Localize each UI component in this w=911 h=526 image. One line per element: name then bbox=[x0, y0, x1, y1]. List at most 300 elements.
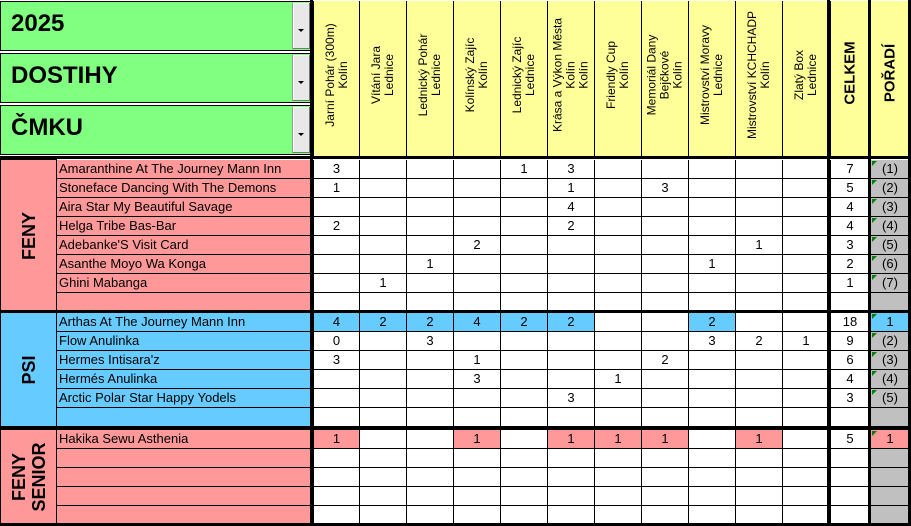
race-header-name: Zlatý Box bbox=[792, 49, 806, 101]
score-cell[interactable]: 1 bbox=[736, 236, 783, 255]
score-cell[interactable] bbox=[736, 198, 783, 217]
score-cell[interactable] bbox=[501, 370, 548, 389]
score-cell[interactable] bbox=[642, 449, 689, 468]
race-column-header bbox=[407, 1, 454, 158]
score-cell[interactable] bbox=[595, 255, 642, 274]
total-cell[interactable]: 5 bbox=[830, 179, 870, 198]
rank-cell[interactable]: 1 bbox=[870, 430, 910, 449]
score-cell[interactable] bbox=[736, 255, 783, 274]
total-column-header-label: CELKEM bbox=[841, 41, 859, 105]
score-cell[interactable]: 3 bbox=[313, 160, 360, 179]
score-cell[interactable] bbox=[689, 160, 736, 179]
score-cell[interactable] bbox=[642, 236, 689, 255]
score-cell[interactable] bbox=[736, 179, 783, 198]
score-cell[interactable] bbox=[548, 255, 595, 274]
race-header-name: Lednický Zajíc bbox=[510, 36, 524, 114]
score-cell[interactable]: 1 bbox=[689, 255, 736, 274]
col-divider-rank bbox=[868, 0, 871, 526]
score-cell[interactable]: 3 bbox=[548, 389, 595, 408]
dog-name-cell[interactable]: Ghini Mabanga bbox=[57, 274, 313, 293]
score-cell[interactable] bbox=[360, 255, 407, 274]
total-cell[interactable] bbox=[830, 449, 870, 468]
score-cell[interactable] bbox=[360, 408, 407, 427]
score-cell[interactable] bbox=[454, 408, 501, 427]
score-cell[interactable] bbox=[360, 160, 407, 179]
race-header-name: Mistrovství KCHCHADP bbox=[745, 10, 759, 140]
race-header-place: Lednice bbox=[523, 53, 537, 97]
score-cell[interactable] bbox=[783, 389, 830, 408]
rank-cell[interactable] bbox=[870, 408, 910, 427]
score-cell[interactable] bbox=[548, 468, 595, 487]
score-cell[interactable]: 3 bbox=[407, 332, 454, 351]
score-cell[interactable] bbox=[595, 487, 642, 506]
score-cell[interactable] bbox=[360, 179, 407, 198]
score-cell[interactable] bbox=[783, 255, 830, 274]
score-cell[interactable]: 1 bbox=[595, 370, 642, 389]
score-cell[interactable]: 3 bbox=[454, 370, 501, 389]
total-cell[interactable] bbox=[830, 468, 870, 487]
dog-name-cell[interactable]: Asanthe Moyo Wa Konga bbox=[57, 255, 313, 274]
score-cell[interactable]: 1 bbox=[407, 255, 454, 274]
rank-cell[interactable]: (6) bbox=[870, 255, 910, 274]
score-cell[interactable] bbox=[736, 160, 783, 179]
dog-name-cell[interactable]: Arctic Polar Star Happy Yodels bbox=[57, 389, 313, 408]
filter-select-3[interactable] bbox=[0, 105, 312, 155]
score-cell[interactable] bbox=[689, 389, 736, 408]
score-cell[interactable]: 3 bbox=[548, 160, 595, 179]
total-cell[interactable]: 18 bbox=[830, 313, 870, 332]
score-cell[interactable] bbox=[689, 370, 736, 389]
race-header-name: Jarní Pohár (300m) bbox=[322, 23, 337, 127]
score-cell[interactable] bbox=[313, 389, 360, 408]
score-cell[interactable] bbox=[783, 217, 830, 236]
score-cell[interactable] bbox=[642, 408, 689, 427]
score-cell[interactable] bbox=[454, 198, 501, 217]
score-cell[interactable] bbox=[595, 198, 642, 217]
score-cell[interactable] bbox=[642, 332, 689, 351]
dropdown-arrow-icon[interactable] bbox=[292, 107, 310, 153]
score-cell[interactable] bbox=[360, 449, 407, 468]
score-cell[interactable] bbox=[360, 217, 407, 236]
score-cell[interactable] bbox=[595, 408, 642, 427]
score-cell[interactable] bbox=[360, 468, 407, 487]
race-header-name2: Bejčkové bbox=[657, 50, 672, 100]
col-divider-total bbox=[827, 0, 830, 526]
total-cell[interactable]: 3 bbox=[830, 236, 870, 255]
score-cell[interactable]: 1 bbox=[313, 179, 360, 198]
rank-cell[interactable]: (3) bbox=[870, 198, 910, 217]
score-cell[interactable] bbox=[783, 370, 830, 389]
score-cell[interactable] bbox=[783, 198, 830, 217]
score-cell[interactable] bbox=[501, 351, 548, 370]
dog-name-cell[interactable]: Amaranthine At The Journey Mann Inn bbox=[57, 160, 313, 179]
score-cell[interactable] bbox=[313, 274, 360, 293]
race-header-place: Kolín bbox=[476, 61, 490, 89]
score-cell[interactable] bbox=[689, 449, 736, 468]
race-header-place2: Kolín bbox=[576, 61, 591, 89]
score-cell[interactable] bbox=[454, 255, 501, 274]
score-cell[interactable]: 3 bbox=[689, 332, 736, 351]
rank-cell[interactable] bbox=[870, 449, 910, 468]
score-cell[interactable] bbox=[407, 487, 454, 506]
race-column-header bbox=[595, 1, 642, 158]
score-cell[interactable]: 3 bbox=[313, 351, 360, 370]
score-cell[interactable] bbox=[736, 351, 783, 370]
header-divider bbox=[0, 156, 911, 159]
score-cell[interactable]: 1 bbox=[595, 430, 642, 449]
score-cell[interactable] bbox=[501, 468, 548, 487]
score-cell[interactable] bbox=[548, 449, 595, 468]
score-cell[interactable] bbox=[501, 236, 548, 255]
race-header-place: Kolín bbox=[617, 61, 631, 89]
score-cell[interactable] bbox=[689, 179, 736, 198]
score-cell[interactable] bbox=[360, 487, 407, 506]
dog-name-cell[interactable]: Hermes Intisara'z bbox=[57, 351, 313, 370]
race-column-header bbox=[501, 1, 548, 158]
race-header-place: Kolín bbox=[758, 61, 772, 89]
score-cell[interactable] bbox=[501, 389, 548, 408]
error-indicator-icon bbox=[872, 314, 877, 319]
score-cell[interactable]: 1 bbox=[501, 160, 548, 179]
group-label-3 bbox=[0, 429, 57, 524]
score-cell[interactable] bbox=[501, 487, 548, 506]
score-cell[interactable] bbox=[689, 408, 736, 427]
score-cell[interactable]: 1 bbox=[548, 179, 595, 198]
score-cell[interactable]: 1 bbox=[548, 430, 595, 449]
score-cell[interactable] bbox=[313, 236, 360, 255]
score-cell[interactable] bbox=[407, 449, 454, 468]
score-cell[interactable] bbox=[595, 179, 642, 198]
score-cell[interactable] bbox=[407, 236, 454, 255]
score-cell[interactable] bbox=[595, 351, 642, 370]
race-column-header bbox=[689, 1, 736, 158]
score-cell[interactable] bbox=[642, 160, 689, 179]
score-cell[interactable] bbox=[548, 408, 595, 427]
score-cell[interactable] bbox=[501, 332, 548, 351]
score-cell[interactable] bbox=[360, 198, 407, 217]
dropdown-arrow-icon[interactable] bbox=[292, 3, 310, 49]
group-label-2 bbox=[0, 312, 57, 427]
score-cell[interactable] bbox=[736, 389, 783, 408]
score-cell[interactable] bbox=[689, 236, 736, 255]
score-cell[interactable] bbox=[454, 217, 501, 236]
group-title: PSI bbox=[18, 354, 39, 385]
score-cell[interactable] bbox=[736, 408, 783, 427]
rank-column-header-label: POŘADÍ bbox=[881, 43, 899, 103]
score-cell[interactable]: 2 bbox=[689, 313, 736, 332]
score-cell[interactable] bbox=[407, 389, 454, 408]
total-cell[interactable]: 5 bbox=[830, 430, 870, 449]
score-cell[interactable] bbox=[501, 198, 548, 217]
group-subtitle: SENIOR bbox=[28, 441, 49, 512]
score-cell[interactable] bbox=[689, 487, 736, 506]
dog-name-cell[interactable]: Adebanke'S Visit Card bbox=[57, 236, 313, 255]
score-cell[interactable] bbox=[360, 236, 407, 255]
score-cell[interactable] bbox=[642, 389, 689, 408]
race-column-header bbox=[736, 1, 783, 158]
score-cell[interactable]: 0 bbox=[313, 332, 360, 351]
dog-name-cell[interactable] bbox=[57, 468, 313, 487]
score-cell[interactable]: 2 bbox=[548, 313, 595, 332]
score-cell[interactable] bbox=[407, 160, 454, 179]
score-cell[interactable] bbox=[783, 408, 830, 427]
score-cell[interactable]: 4 bbox=[313, 313, 360, 332]
score-cell[interactable] bbox=[689, 468, 736, 487]
dog-name-cell[interactable]: Hakika Sewu Asthenia bbox=[57, 430, 313, 449]
score-cell[interactable] bbox=[407, 408, 454, 427]
score-cell[interactable]: 1 bbox=[454, 430, 501, 449]
score-cell[interactable] bbox=[642, 468, 689, 487]
error-indicator-icon bbox=[872, 390, 877, 395]
error-indicator-icon bbox=[872, 333, 877, 338]
race-header-name: Krása a Výkon Města bbox=[550, 17, 565, 133]
score-cell[interactable] bbox=[501, 179, 548, 198]
score-cell[interactable] bbox=[407, 430, 454, 449]
race-header-name: Mistrovství Moravy bbox=[698, 24, 712, 126]
score-cell[interactable] bbox=[360, 430, 407, 449]
race-column-header bbox=[548, 1, 595, 158]
score-cell[interactable] bbox=[783, 430, 830, 449]
race-header-place: Kolín bbox=[335, 61, 350, 89]
score-cell[interactable] bbox=[736, 274, 783, 293]
rank-cell[interactable]: (2) bbox=[870, 179, 910, 198]
score-cell[interactable] bbox=[407, 217, 454, 236]
score-cell[interactable] bbox=[360, 332, 407, 351]
score-cell[interactable] bbox=[595, 468, 642, 487]
rank-cell[interactable]: (3) bbox=[870, 351, 910, 370]
score-cell[interactable]: 2 bbox=[501, 313, 548, 332]
race-header-name: Lednický Pohár bbox=[416, 33, 430, 117]
score-cell[interactable] bbox=[313, 255, 360, 274]
race-header-place: Lednice bbox=[711, 53, 725, 97]
score-cell[interactable] bbox=[642, 370, 689, 389]
score-cell[interactable] bbox=[360, 370, 407, 389]
score-cell[interactable]: 1 bbox=[454, 351, 501, 370]
rank-cell[interactable]: (4) bbox=[870, 370, 910, 389]
score-cell[interactable] bbox=[642, 217, 689, 236]
score-cell[interactable] bbox=[313, 449, 360, 468]
total-cell[interactable]: 3 bbox=[830, 389, 870, 408]
race-header-place: Lednice bbox=[382, 53, 396, 97]
score-cell[interactable]: 1 bbox=[783, 332, 830, 351]
score-cell[interactable]: 4 bbox=[548, 198, 595, 217]
rank-cell[interactable]: (4) bbox=[870, 217, 910, 236]
score-cell[interactable] bbox=[548, 236, 595, 255]
score-cell[interactable] bbox=[313, 198, 360, 217]
total-cell[interactable]: 4 bbox=[830, 198, 870, 217]
rank-cell[interactable]: (2) bbox=[870, 332, 910, 351]
dog-name-cell[interactable] bbox=[57, 449, 313, 468]
score-cell[interactable]: 2 bbox=[454, 236, 501, 255]
dog-name-cell[interactable] bbox=[57, 408, 313, 427]
group-divider bbox=[0, 427, 911, 430]
race-header-place: Kolín bbox=[670, 61, 685, 89]
error-indicator-icon bbox=[872, 218, 877, 223]
score-cell[interactable] bbox=[407, 198, 454, 217]
score-cell[interactable] bbox=[501, 274, 548, 293]
score-cell[interactable]: 1 bbox=[736, 430, 783, 449]
score-cell[interactable] bbox=[501, 408, 548, 427]
dog-name-cell[interactable]: Arthas At The Journey Mann Inn bbox=[57, 313, 313, 332]
score-cell[interactable] bbox=[783, 313, 830, 332]
rank-cell[interactable]: (5) bbox=[870, 389, 910, 408]
score-cell[interactable] bbox=[501, 430, 548, 449]
score-cell[interactable]: 2 bbox=[642, 351, 689, 370]
race-column-header bbox=[454, 1, 501, 158]
score-cell[interactable] bbox=[360, 351, 407, 370]
total-cell[interactable]: 4 bbox=[830, 217, 870, 236]
total-cell[interactable]: 7 bbox=[830, 160, 870, 179]
rank-cell[interactable]: (7) bbox=[870, 274, 910, 293]
score-cell[interactable]: 1 bbox=[313, 430, 360, 449]
score-cell[interactable]: 3 bbox=[642, 179, 689, 198]
error-indicator-icon bbox=[872, 256, 877, 261]
score-cell[interactable] bbox=[642, 198, 689, 217]
score-cell[interactable]: 1 bbox=[360, 274, 407, 293]
score-cell[interactable] bbox=[548, 351, 595, 370]
score-cell[interactable] bbox=[454, 449, 501, 468]
score-cell[interactable] bbox=[454, 389, 501, 408]
score-cell[interactable] bbox=[642, 487, 689, 506]
score-cell[interactable] bbox=[595, 236, 642, 255]
score-cell[interactable] bbox=[313, 468, 360, 487]
score-cell[interactable] bbox=[783, 236, 830, 255]
score-cell[interactable] bbox=[595, 332, 642, 351]
dog-name-cell[interactable]: Helga Tribe Bas-Bar bbox=[57, 217, 313, 236]
score-cell[interactable] bbox=[407, 274, 454, 293]
score-cell[interactable] bbox=[501, 255, 548, 274]
score-cell[interactable] bbox=[407, 468, 454, 487]
score-cell[interactable] bbox=[783, 160, 830, 179]
rank-cell[interactable]: (1) bbox=[870, 160, 910, 179]
dog-name-cell[interactable]: Hermés Anulinka bbox=[57, 370, 313, 389]
score-cell[interactable] bbox=[689, 430, 736, 449]
total-cell[interactable] bbox=[830, 487, 870, 506]
dropdown-arrow-icon[interactable] bbox=[292, 55, 310, 101]
filter-select-value: 2025 bbox=[11, 10, 65, 37]
score-cell[interactable] bbox=[736, 449, 783, 468]
group-label-1 bbox=[0, 159, 57, 312]
race-header-name: Kolínský Zajíc bbox=[463, 37, 477, 113]
score-cell[interactable] bbox=[407, 179, 454, 198]
dog-name-cell[interactable]: Stoneface Dancing With The Demons bbox=[57, 179, 313, 198]
total-column-header bbox=[830, 1, 870, 158]
score-cell[interactable] bbox=[783, 274, 830, 293]
error-indicator-icon bbox=[872, 161, 877, 166]
score-cell[interactable] bbox=[313, 370, 360, 389]
total-cell[interactable]: 1 bbox=[830, 274, 870, 293]
score-cell[interactable] bbox=[689, 217, 736, 236]
total-cell[interactable]: 6 bbox=[830, 351, 870, 370]
score-cell[interactable] bbox=[783, 449, 830, 468]
score-cell[interactable] bbox=[407, 351, 454, 370]
race-header-name: Vítání Jara bbox=[369, 45, 383, 105]
score-cell[interactable] bbox=[642, 274, 689, 293]
score-cell[interactable] bbox=[548, 370, 595, 389]
score-cell[interactable] bbox=[454, 160, 501, 179]
score-cell[interactable] bbox=[689, 274, 736, 293]
score-cell[interactable] bbox=[642, 313, 689, 332]
score-cell[interactable] bbox=[736, 487, 783, 506]
rank-cell[interactable]: 1 bbox=[870, 313, 910, 332]
score-cell[interactable] bbox=[783, 487, 830, 506]
score-cell[interactable]: 2 bbox=[313, 217, 360, 236]
filter-select-2[interactable] bbox=[0, 53, 312, 103]
rank-cell[interactable] bbox=[870, 468, 910, 487]
total-cell[interactable]: 4 bbox=[830, 370, 870, 389]
score-cell[interactable] bbox=[783, 351, 830, 370]
score-cell[interactable] bbox=[548, 487, 595, 506]
score-cell[interactable] bbox=[783, 468, 830, 487]
score-cell[interactable]: 2 bbox=[360, 313, 407, 332]
score-cell[interactable] bbox=[595, 274, 642, 293]
total-cell[interactable]: 2 bbox=[830, 255, 870, 274]
score-cell[interactable]: 2 bbox=[407, 313, 454, 332]
total-cell[interactable]: 9 bbox=[830, 332, 870, 351]
filter-select-value: DOSTIHY bbox=[11, 62, 118, 89]
race-header-place: Kolín bbox=[563, 61, 578, 89]
score-cell[interactable] bbox=[501, 449, 548, 468]
score-cell[interactable]: 2 bbox=[548, 217, 595, 236]
score-cell[interactable] bbox=[454, 179, 501, 198]
filter-select-value: ČMKU bbox=[11, 114, 83, 141]
error-indicator-icon bbox=[872, 431, 877, 436]
race-header-place: Lednice bbox=[429, 53, 443, 97]
dog-name-cell[interactable]: Flow Anulinka bbox=[57, 332, 313, 351]
score-cell[interactable]: 4 bbox=[454, 313, 501, 332]
score-cell[interactable] bbox=[595, 160, 642, 179]
score-cell[interactable] bbox=[595, 217, 642, 236]
score-cell[interactable] bbox=[642, 255, 689, 274]
dog-name-cell[interactable] bbox=[57, 487, 313, 506]
dog-name-cell[interactable]: Aira Star My Beautiful Savage bbox=[57, 198, 313, 217]
score-cell[interactable]: 1 bbox=[642, 430, 689, 449]
score-cell[interactable] bbox=[595, 313, 642, 332]
score-cell[interactable] bbox=[736, 313, 783, 332]
race-header-place: Lednice bbox=[805, 53, 819, 97]
score-cell[interactable] bbox=[595, 449, 642, 468]
total-cell[interactable] bbox=[830, 408, 870, 427]
score-cell[interactable] bbox=[407, 370, 454, 389]
score-cell[interactable] bbox=[454, 274, 501, 293]
score-cell[interactable] bbox=[360, 389, 407, 408]
group-title: FENY bbox=[18, 211, 39, 260]
score-cell[interactable] bbox=[736, 468, 783, 487]
score-cell[interactable] bbox=[454, 468, 501, 487]
score-cell[interactable] bbox=[454, 332, 501, 351]
score-cell[interactable] bbox=[548, 274, 595, 293]
score-cell[interactable] bbox=[736, 217, 783, 236]
score-cell[interactable] bbox=[783, 179, 830, 198]
score-cell[interactable] bbox=[313, 487, 360, 506]
score-cell[interactable] bbox=[454, 487, 501, 506]
rank-cell[interactable] bbox=[870, 487, 910, 506]
error-indicator-icon bbox=[872, 180, 877, 185]
error-indicator-icon bbox=[872, 371, 877, 376]
score-cell[interactable] bbox=[501, 217, 548, 236]
group-divider bbox=[0, 310, 911, 313]
filter-select-1[interactable] bbox=[0, 1, 312, 51]
rank-cell[interactable]: (5) bbox=[870, 236, 910, 255]
score-cell[interactable] bbox=[548, 332, 595, 351]
score-cell[interactable] bbox=[736, 370, 783, 389]
score-cell[interactable] bbox=[313, 408, 360, 427]
score-cell[interactable]: 2 bbox=[736, 332, 783, 351]
score-cell[interactable] bbox=[689, 198, 736, 217]
score-cell[interactable] bbox=[689, 351, 736, 370]
col-divider-name bbox=[310, 0, 313, 526]
score-cell[interactable] bbox=[595, 389, 642, 408]
